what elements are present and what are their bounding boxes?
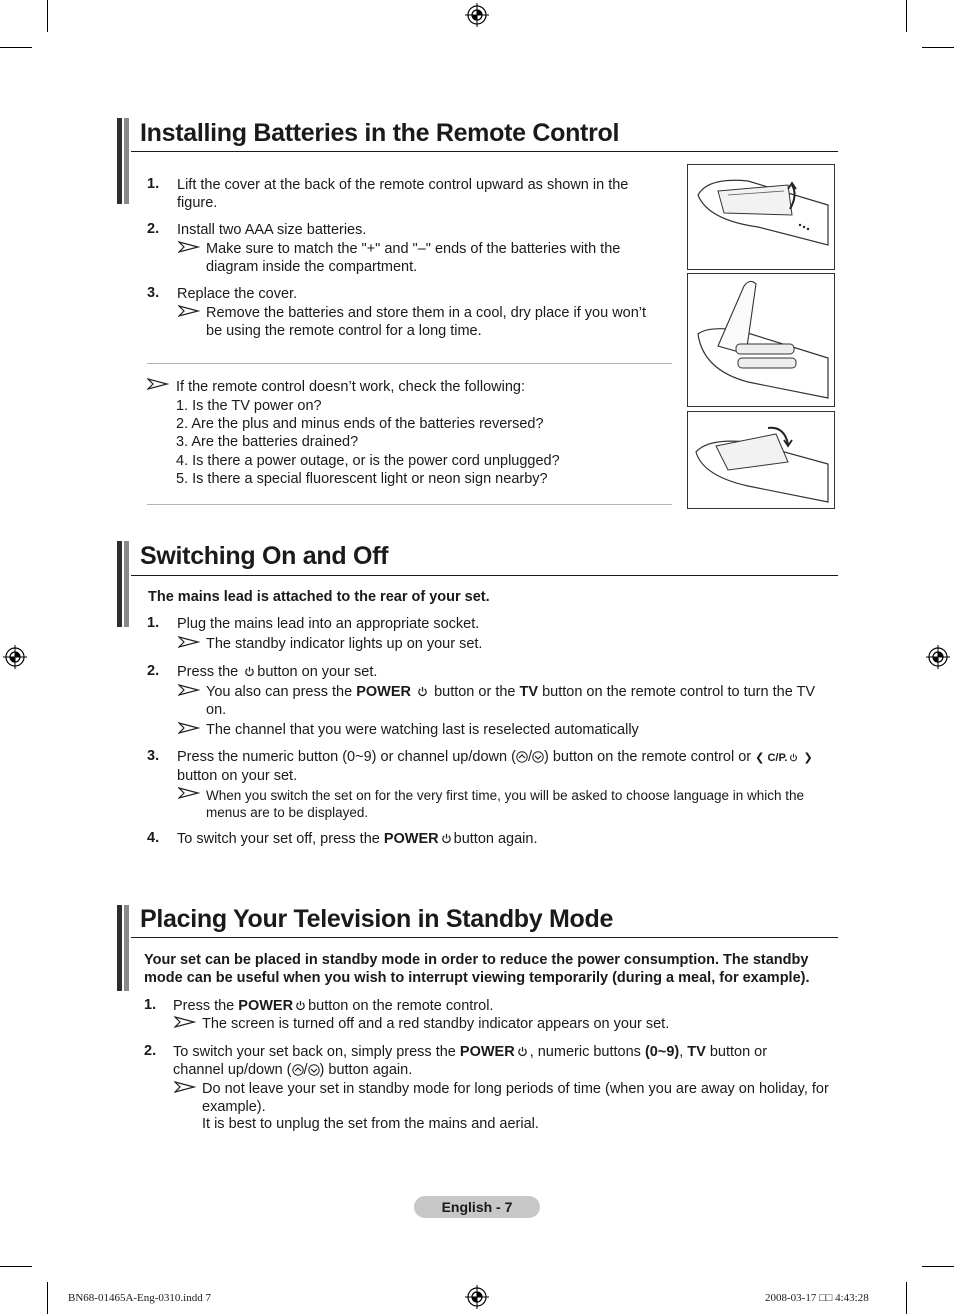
section-rule xyxy=(131,575,838,576)
power-icon xyxy=(517,1046,528,1057)
power-icon xyxy=(295,1000,306,1011)
note-arrow-icon xyxy=(178,636,200,648)
channel-down-icon xyxy=(308,1064,320,1076)
crop-mark xyxy=(0,1266,32,1267)
check-item: 2. Are the plus and minus ends of the batteries reversed? xyxy=(176,416,544,432)
crop-mark xyxy=(922,1266,954,1267)
step-note: You also can press the POWER button or the TV button on the remote control to turn the TV on. xyxy=(206,684,816,718)
note-arrow-icon xyxy=(178,722,200,734)
section-title-batteries: Installing Batteries in the Remote Control xyxy=(140,119,620,147)
check-item: 1. Is the TV power on? xyxy=(176,398,322,414)
step-number: 3. xyxy=(147,748,160,764)
step-number: 2. xyxy=(147,221,160,237)
step-number: 1. xyxy=(147,176,160,192)
remote-cover-lift-figure xyxy=(687,164,835,270)
step-note: It is best to unplug the set from the mains and aerial. xyxy=(202,1116,539,1132)
registration-mark-icon xyxy=(3,645,27,669)
power-icon xyxy=(417,686,428,697)
step-note: The screen is turned off and a red standby indicator appears on your set. xyxy=(202,1016,670,1032)
check-item: 5. Is there a special fluorescent light or neon sign nearby? xyxy=(176,471,548,487)
cp-button-label: ❮ C/P. ❯ xyxy=(755,752,813,764)
crop-mark xyxy=(0,47,32,48)
power-icon xyxy=(441,833,452,844)
step-note: Remove the batteries and store them in a cool, dry place if you won’t be using the remote control for a long time. xyxy=(206,305,647,339)
step-note: When you switch the set on for the very first time, you will be asked to choose language in which the menus are to be displayed. xyxy=(206,788,805,820)
note-arrow-icon xyxy=(178,684,200,696)
step-text: To switch your set off, press the POWER button again. xyxy=(177,831,538,847)
step-text: Press the POWER button on the remote control. xyxy=(173,998,494,1014)
check-intro: If the remote control doesn’t work, check the following: xyxy=(176,379,525,395)
divider xyxy=(147,363,672,364)
section-marker xyxy=(124,905,129,991)
step-number: 2. xyxy=(147,663,160,679)
check-item: 4. Is there a power outage, or is the power cord unplugged? xyxy=(176,453,560,469)
step-text: Replace the cover. xyxy=(177,286,298,302)
step-text: Plug the mains lead into an appropriate socket. xyxy=(177,616,480,632)
crop-mark xyxy=(47,1282,48,1314)
registration-mark-icon xyxy=(465,3,489,27)
crop-mark xyxy=(922,47,954,48)
step-number: 4. xyxy=(147,830,160,846)
power-icon xyxy=(244,666,255,677)
step-note: Do not leave your set in standby mode for long periods of time (when you are away on holiday, for example). xyxy=(202,1081,829,1115)
note-arrow-icon xyxy=(174,1081,196,1093)
step-note: The channel that you were watching last is reselected automatically xyxy=(206,722,639,738)
channel-up-icon xyxy=(516,751,528,763)
note-arrow-icon xyxy=(178,305,200,317)
note-arrow-icon xyxy=(178,241,200,253)
section-marker xyxy=(117,541,122,627)
step-note: The standby indicator lights up on your set. xyxy=(206,636,483,652)
step-number: 3. xyxy=(147,285,160,301)
remote-batteries-figure xyxy=(687,273,835,407)
section-marker xyxy=(124,541,129,627)
note-arrow-icon xyxy=(147,378,169,390)
section-intro: Your set can be placed in standby mode in order to reduce the power consumption. The standby mode can be useful when you wish to interrupt viewing temporarily (during a meal, for example). xyxy=(144,952,810,986)
section-marker xyxy=(117,118,122,204)
step-note: Make sure to match the "+" and "–" ends of the batteries with the diagram inside the compartment. xyxy=(206,241,621,275)
note-arrow-icon xyxy=(178,787,200,799)
section-marker xyxy=(117,905,122,991)
check-item: 3. Are the batteries drained? xyxy=(176,434,359,450)
remote-cover-replace-figure xyxy=(687,411,835,509)
step-text: Install two AAA size batteries. xyxy=(177,222,367,238)
registration-mark-icon xyxy=(926,645,950,669)
step-text: Lift the cover at the back of the remote control upward as shown in the figure. xyxy=(177,177,629,211)
registration-mark-icon xyxy=(465,1285,489,1309)
channel-up-icon xyxy=(292,1064,304,1076)
note-arrow-icon xyxy=(174,1016,196,1028)
section-title-standby: Placing Your Television in Standby Mode xyxy=(140,905,614,933)
section-rule xyxy=(131,151,838,152)
divider xyxy=(147,504,672,505)
crop-mark xyxy=(47,0,48,32)
step-text: Press the button on your set. xyxy=(177,664,378,680)
section-marker xyxy=(124,118,129,204)
page-number-badge: English - 7 xyxy=(414,1196,540,1218)
date-slug: 2008-03-17 □□ 4:43:28 xyxy=(765,1292,869,1304)
power-icon xyxy=(789,753,798,762)
step-text: Press the numeric button (0~9) or channel up/down ( / ) button on the remote control or ❮ C/P. ❯ button on your set. xyxy=(177,749,813,784)
crop-mark xyxy=(906,0,907,32)
step-text: To switch your set back on, simply press the POWER , numeric buttons (0~9), TV button or channel up/down ( / ) button again. xyxy=(173,1044,768,1078)
section-title-switching: Switching On and Off xyxy=(140,542,389,570)
file-slug: BN68-01465A-Eng-0310.indd 7 xyxy=(68,1292,211,1304)
section-rule xyxy=(131,937,838,938)
crop-mark xyxy=(906,1282,907,1314)
step-number: 1. xyxy=(147,615,160,631)
channel-down-icon xyxy=(532,751,544,763)
section-intro: The mains lead is attached to the rear of your set. xyxy=(148,589,490,605)
step-number: 1. xyxy=(144,997,157,1013)
step-number: 2. xyxy=(144,1043,157,1059)
